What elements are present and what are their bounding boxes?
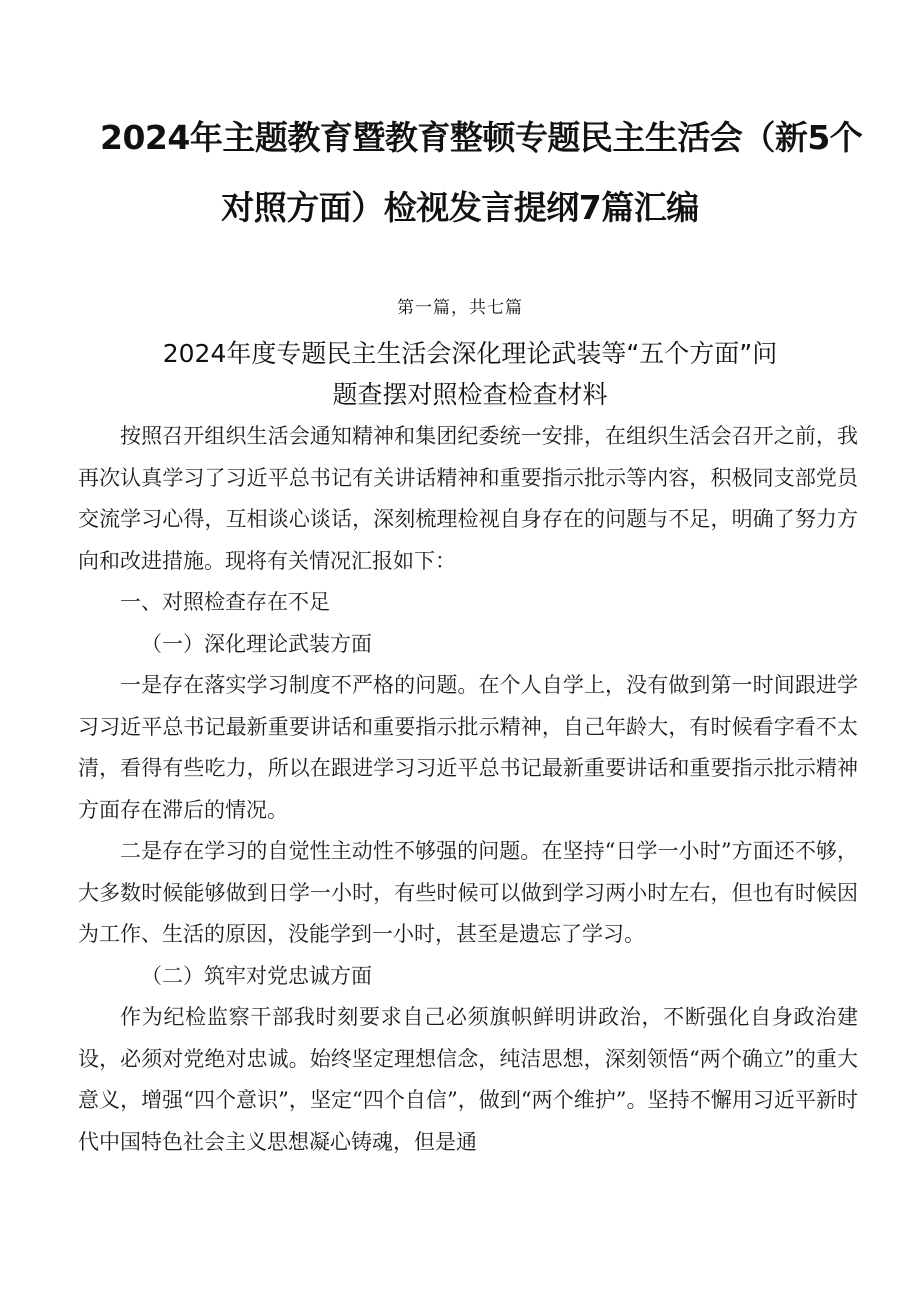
heading-level-1: 一、对照检查存在不足 xyxy=(120,590,330,614)
paragraph: 作为纪检监察干部我时刻要求自己必须旗帜鲜明讲政治，不断强化自身政治建设，必须对党绝对忠诚。始终坚定理想信念，纯洁思想，深刻领悟“两个确立”的重大意义，增强“四个意识”，坚定“四个自信”，做到“两个维护”。坚持不懈用习近平新时代中国特色社会主义思想凝心铸魂，但是通 xyxy=(78,1005,858,1154)
section-label: 第一篇，共七篇 xyxy=(397,298,523,318)
paragraph: 二是存在学习的自觉性主动性不够强的问题。在坚持“日学一小时”方面还不够，大多数时候能够做到日学一小时，有些时候可以做到学习两小时左右，但也有时候因为工作、生活的原因，没能学到一小时，甚至是遗忘了学习。 xyxy=(78,839,858,946)
article-title-line-2: 题查摆对照检查检查材料 xyxy=(332,380,608,409)
document-title-line-1: 2024年主题教育暨教育整顿专题民主生活会（新5个 xyxy=(100,118,863,157)
document-title-line-2: 对照方面）检视发言提纲7篇汇编 xyxy=(221,188,699,227)
document-body xyxy=(78,416,858,1163)
paragraph: 一是存在落实学习制度不严格的问题。在个人自学上，没有做到第一时间跟进学习习近平总书记最新重要讲话和重要指示批示精神，自己年龄大，有时候看字看不太清，看得有些吃力，所以在跟进学习习近平总书记最新重要讲话和重要指示批示精神方面存在滞后的情况。 xyxy=(78,673,858,822)
heading-level-2: （一）深化理论武装方面 xyxy=(141,631,372,656)
article-title-line-1: 2024年度专题民主生活会深化理论武装等“五个方面”问 xyxy=(162,339,778,368)
paragraph-intro: 按照召开组织生活会通知精神和集团纪委统一安排，在组织生活会召开之前，我再次认真学习了习近平总书记有关讲话精神和重要指示批示等内容，积极同支部党员交流学习心得，互相谈心谈话，深刻梳理检视自身存在的问题与不足，明确了努力方向和改进措施。现将有关情况汇报如下： xyxy=(78,424,858,573)
heading-level-2: （二）筑牢对党忠诚方面 xyxy=(141,963,372,988)
